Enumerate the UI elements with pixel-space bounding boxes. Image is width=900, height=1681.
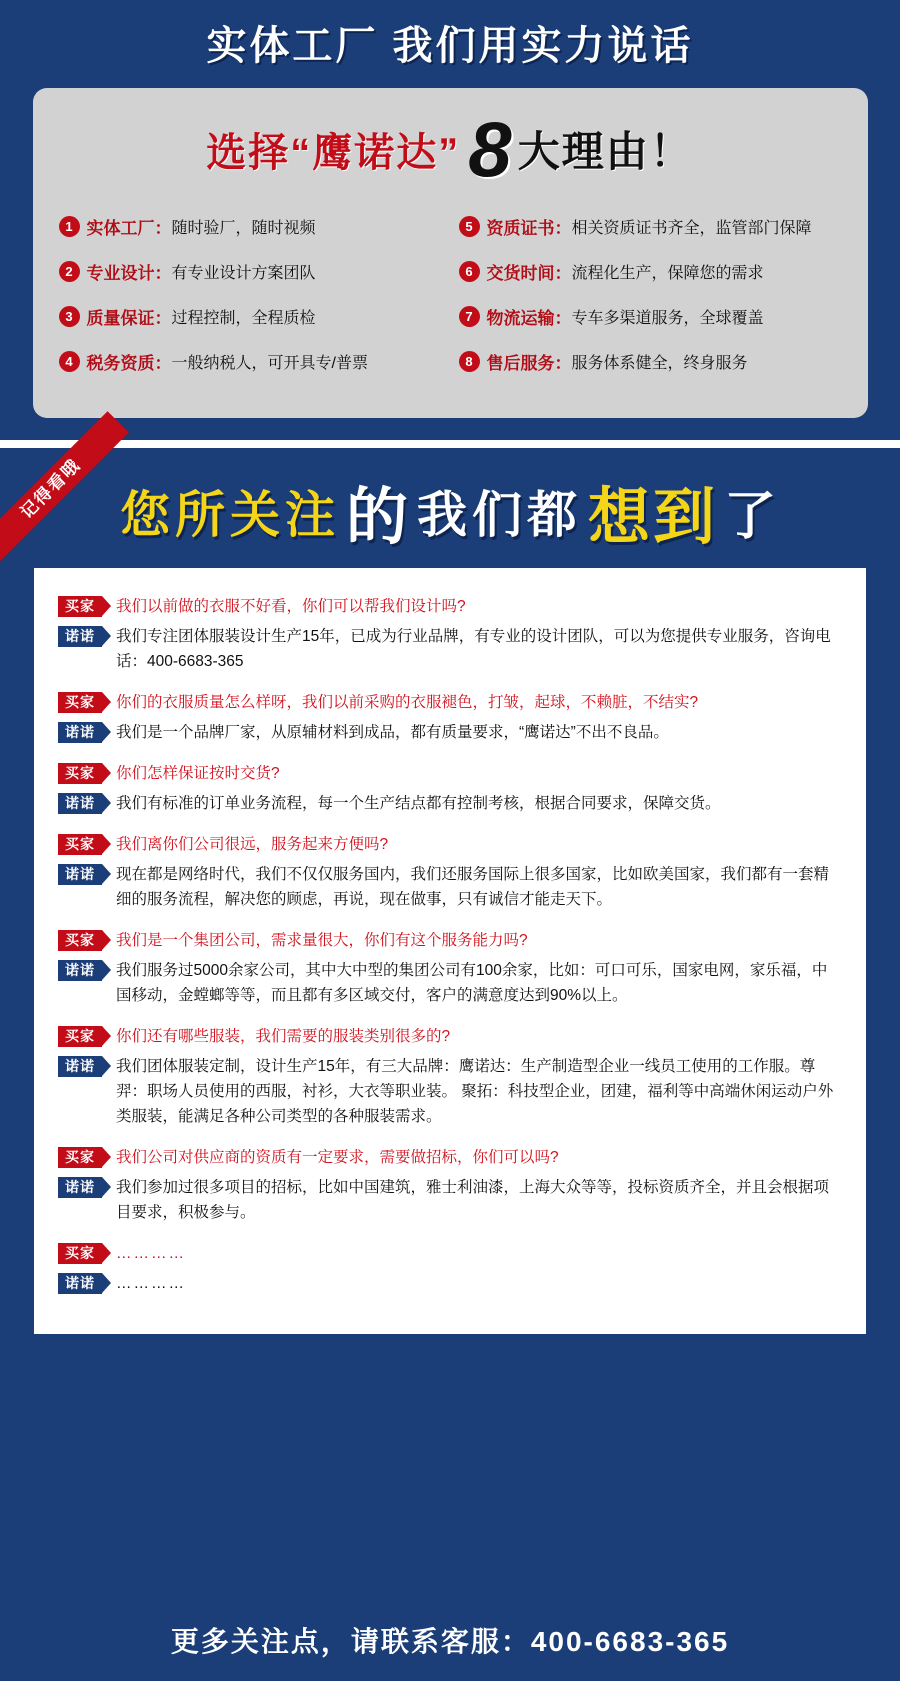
seller-tag: 诺诺 xyxy=(58,1273,102,1294)
qa-answer-text: 我们参加过很多项目的招标，比如中国建筑，雅士利油漆，上海大众等等，投标资质齐全，并且会根据项目要求，积极参与。 xyxy=(116,1179,830,1221)
qa-block xyxy=(58,832,842,912)
buyer-tag: 买家 xyxy=(58,692,102,713)
reason-number: 4 xyxy=(59,351,80,372)
qa-question-text: 你们的衣服质量怎么样呀，我们以前采购的衣服褪色，打皱，起球，不赖脏，不结实? xyxy=(116,694,699,711)
qa-question-text: 我们是一个集团公司，需求量很大，你们有这个服务能力吗? xyxy=(116,932,528,949)
reason-text: 一般纳税人，可开具专/普票 xyxy=(171,355,368,372)
qa-answer-row xyxy=(58,862,842,912)
qa-question-text: 你们还有哪些服装，我们需要的服装类别很多的? xyxy=(116,1028,451,1045)
reason-number: 1 xyxy=(59,216,80,237)
qa-question-row xyxy=(58,761,842,786)
reason-number: 2 xyxy=(59,261,80,282)
qa-answer-row xyxy=(58,1175,842,1225)
reason-label: 实体工厂： xyxy=(86,219,172,238)
reason-item xyxy=(459,294,842,339)
qa-question-row xyxy=(58,1024,842,1049)
qa-answer-text: 我们是一个品牌厂家，从原辅材料到成品，都有质量要求，“鹰诺达”不出不良品。 xyxy=(116,724,669,741)
seller-tag: 诺诺 xyxy=(58,1056,102,1077)
reasons-heading xyxy=(59,106,842,192)
reason-text: 专车多渠道服务，全球覆盖 xyxy=(571,310,764,327)
qa-question-row xyxy=(58,928,842,953)
qa-answer-text: 我们有标准的订单业务流程，每一个生产结点都有控制考核，根据合同要求，保障交货。 xyxy=(116,795,721,812)
qa-answer-row xyxy=(58,1271,842,1296)
qa-question-text: 你们怎样保证按时交货? xyxy=(116,765,280,782)
qa-question-row xyxy=(58,1145,842,1170)
buyer-tag: 买家 xyxy=(58,1243,102,1264)
qa-answer-row xyxy=(58,791,842,816)
qa-answer-text: 我们服务过5000余家公司，其中大中型的集团公司有100余家，比如：可口可乐，国家电网，家乐福，中国移动，金螳螂等等，而且都有多区域交付，客户的满意度达到90%以上。 xyxy=(116,962,828,1004)
reasons-card xyxy=(33,88,868,418)
reason-number: 7 xyxy=(459,306,480,327)
reason-label: 质量保证： xyxy=(86,309,172,328)
reason-text: 相关资质证书齐全，监管部门保障 xyxy=(571,220,812,237)
qa-question-row xyxy=(58,690,842,715)
buyer-tag: 买家 xyxy=(58,834,102,855)
qa-block xyxy=(58,1145,842,1225)
reason-label: 物流运输： xyxy=(486,309,572,328)
qa-question-text: 我们离你们公司很远，服务起来方便吗? xyxy=(116,836,389,853)
qa-question-row xyxy=(58,594,842,619)
seller-tag: 诺诺 xyxy=(58,722,102,743)
qa-answer-text: 现在都是网络时代，我们不仅仅服务国内，我们还服务国际上很多国家，比如欧美国家，我们都有一套精细的服务流程，解决您的顾虑，再说，现在做事，只有诚信才能走天下。 xyxy=(116,866,830,908)
reason-number: 5 xyxy=(459,216,480,237)
reason-number: 8 xyxy=(459,351,480,372)
qa-question-text: 我们以前做的衣服不好看，你们可以帮我们设计吗? xyxy=(116,598,466,615)
reason-text: 有专业设计方案团队 xyxy=(171,265,316,282)
reason-label: 专业设计： xyxy=(86,264,172,283)
faq-heading-part4: 想到 xyxy=(587,482,718,552)
reason-item xyxy=(59,204,449,249)
faq-heading-part2: 的 xyxy=(345,482,411,552)
reason-number: 6 xyxy=(459,261,480,282)
reasons-heading-black: 大理由！ xyxy=(517,128,694,175)
seller-tag: 诺诺 xyxy=(58,960,102,981)
reason-item xyxy=(59,339,449,384)
faq-heading-part3: 我们都 xyxy=(416,487,582,543)
seller-tag: 诺诺 xyxy=(58,864,102,885)
footer-contact: 更多关注点，请联系客服：400-6683-365 xyxy=(0,1603,900,1681)
faq-heading xyxy=(0,448,900,568)
reasons-heading-number: 8 xyxy=(468,105,512,193)
qa-question-text: ………… xyxy=(116,1245,186,1262)
buyer-tag: 买家 xyxy=(58,763,102,784)
qa-answer-text: 我们团体服装定制，设计生产15年，有三大品牌：鹰诺达：生产制造型企业一线员工使用的工作服。尊羿：职场人员使用的西服，衬衫，大衣等职业装。 聚拓：科技型企业，团建，福利等中高端休闲运动户外类服装，能满足各种公司类型的各种服装需求。 xyxy=(116,1058,834,1125)
reason-number: 3 xyxy=(59,306,80,327)
reason-item xyxy=(59,249,449,294)
reason-text: 随时验厂，随时视频 xyxy=(171,220,316,237)
faq-section xyxy=(0,440,900,1603)
qa-question-row xyxy=(58,832,842,857)
qa-answer-row xyxy=(58,624,842,674)
reason-text: 流程化生产，保障您的需求 xyxy=(571,265,764,282)
buyer-tag: 买家 xyxy=(58,596,102,617)
reason-text: 服务体系健全，终身服务 xyxy=(571,355,748,372)
corner-ribbon: 记得看哦 xyxy=(0,411,129,567)
reason-item xyxy=(459,204,842,249)
qa-block xyxy=(58,1024,842,1129)
qa-block xyxy=(58,761,842,816)
reason-label: 资质证书： xyxy=(486,219,572,238)
faq-heading-part5: 了 xyxy=(724,487,781,546)
reason-label: 税务资质： xyxy=(86,354,172,373)
qa-answer-text: ………… xyxy=(116,1275,186,1292)
qa-block xyxy=(58,690,842,745)
reason-item xyxy=(459,249,842,294)
qa-answer-row xyxy=(58,958,842,1008)
reason-label: 交货时间： xyxy=(486,264,572,283)
faq-card xyxy=(34,568,866,1334)
reason-text: 过程控制，全程质检 xyxy=(171,310,316,327)
faq-heading-part1: 您所关注 xyxy=(119,487,340,543)
qa-question-row xyxy=(58,1241,842,1266)
qa-block xyxy=(58,1241,842,1296)
reasons-heading-red: 选择“鹰诺达” xyxy=(206,130,461,175)
reasons-grid xyxy=(59,204,842,384)
reasons-section xyxy=(0,0,900,440)
reason-item xyxy=(459,339,842,384)
seller-tag: 诺诺 xyxy=(58,1177,102,1198)
qa-question-text: 我们公司对供应商的资质有一定要求，需要做招标，你们可以吗? xyxy=(116,1149,559,1166)
buyer-tag: 买家 xyxy=(58,1026,102,1047)
qa-answer-row xyxy=(58,1054,842,1129)
reason-label: 售后服务： xyxy=(486,354,572,373)
buyer-tag: 买家 xyxy=(58,930,102,951)
qa-block xyxy=(58,928,842,1008)
qa-answer-text: 我们专注团体服装设计生产15年，已成为行业品牌，有专业的设计团队，可以为您提供专业服务，咨询电话：400-6683-365 xyxy=(116,628,831,670)
seller-tag: 诺诺 xyxy=(58,793,102,814)
qa-answer-row xyxy=(58,720,842,745)
reason-item xyxy=(59,294,449,339)
banner-title: 实体工厂 我们用实力说话 xyxy=(206,24,694,68)
buyer-tag: 买家 xyxy=(58,1147,102,1168)
seller-tag: 诺诺 xyxy=(58,626,102,647)
qa-block xyxy=(58,594,842,674)
